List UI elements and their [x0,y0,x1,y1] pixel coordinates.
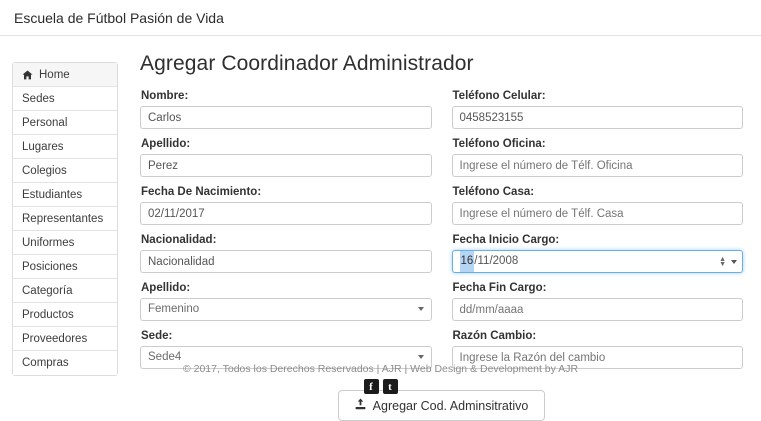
field-telefono-casa [452,186,744,225]
label-sede: Sede: [141,330,173,342]
input-apellido[interactable] [140,154,432,177]
field-telefono-celular [452,90,744,129]
sidebar-item-lugares[interactable] [13,135,117,159]
sidebar-item-categor-a[interactable] [13,279,117,303]
label-fecha-nacimiento: Fecha De Nacimiento: [141,186,262,198]
spinner-icon[interactable] [719,257,726,267]
label-apellido: Apellido: [141,138,191,150]
sidebar-item-productos[interactable] [13,303,117,327]
label-razon-cambio: Razón Cambio: [452,330,537,342]
home-icon [22,70,33,80]
form-column-right [452,90,744,378]
field-nacionalidad [140,234,432,273]
sidebar-item-estudiantes[interactable] [13,183,117,207]
field-fecha-inicio-cargo [452,234,744,273]
field-fecha-fin-cargo [452,282,744,321]
sidebar-nav [12,62,118,376]
field-fecha-nacimiento [140,186,432,225]
select-genero[interactable]: Femenino [140,298,432,321]
label-nacionalidad: Nacionalidad: [141,234,217,246]
social-links [0,379,761,394]
input-telefono-celular[interactable] [452,106,744,129]
input-nacionalidad[interactable] [140,250,432,273]
field-nombre [140,90,432,129]
date-year-segment[interactable]: 2008 [492,255,519,267]
label-nombre: Nombre: [141,90,189,102]
form-column-left [140,90,432,378]
page-title: Agregar Coordinador Administrador [140,52,474,75]
sidebar-item-label: Personal [22,116,68,129]
label-telefono-oficina: Teléfono Oficina: [452,138,546,150]
sidebar-item-label: Posiciones [22,260,78,273]
sidebar-item-personal[interactable] [13,111,117,135]
input-fecha-inicio-cargo[interactable] [452,250,744,273]
date-sep-2: / [489,255,493,267]
facebook-icon[interactable]: f [364,379,379,394]
sidebar-item-label: Home [39,68,70,81]
input-telefono-oficina[interactable] [452,154,744,177]
sidebar-item-representantes[interactable] [13,207,117,231]
sidebar-item-home[interactable] [13,63,117,87]
sidebar-item-label: Proveedores [22,332,88,345]
sidebar-item-proveedores[interactable] [13,327,117,351]
date-month-segment[interactable]: 11 [477,255,490,267]
label-genero: Apellido: [141,282,191,294]
calendar-chevron-icon[interactable] [731,260,737,264]
sidebar-item-label: Uniformes [22,236,75,249]
sidebar-item-label: Lugares [22,140,64,153]
sidebar-item-posiciones[interactable] [13,255,117,279]
field-telefono-oficina [452,138,744,177]
sidebar-item-label: Compras [22,357,69,369]
sidebar-item-label: Sedes [22,92,55,105]
date-sep-1: / [474,255,478,267]
select-wrap-genero [140,298,432,321]
date-day-segment[interactable]: 16 [460,251,475,272]
sidebar-item-label: Productos [22,308,74,321]
select-sede[interactable]: Sede4 [140,346,432,369]
spinner-up-icon[interactable]: ▲ [719,255,726,263]
submit-button-label: Agregar Cod. Adminsitrativo [372,398,529,413]
label-fecha-fin-cargo: Fecha Fin Cargo: [452,282,547,294]
sidebar-item-sedes[interactable] [13,87,117,111]
label-fecha-inicio-cargo: Fecha Inicio Cargo: [452,234,560,246]
sidebar-item-colegios[interactable] [13,159,117,183]
input-fecha-nacimiento[interactable] [140,202,432,225]
input-telefono-casa[interactable] [452,202,744,225]
form-grid [140,90,743,378]
sidebar-item-label: Colegios [22,164,67,177]
brand-title: Escuela de Fútbol Pasión de Vida [14,10,224,26]
date-controls [719,257,737,267]
sidebar-item-label: Estudiantes [22,188,83,201]
twitter-icon[interactable]: t [383,379,398,394]
site-header [0,0,761,36]
input-nombre[interactable] [140,106,432,129]
sidebar-item-uniformes[interactable] [13,231,117,255]
site-footer [0,363,761,400]
label-telefono-celular: Teléfono Celular: [452,90,546,102]
upload-icon [355,398,366,413]
sidebar-item-label: Representantes [22,212,104,225]
input-fecha-fin-cargo[interactable] [452,298,744,321]
sidebar-item-label: Categoría [22,284,73,297]
spinner-down-icon[interactable]: ▼ [719,260,726,268]
footer-text: © 2017, Todos los Derechos Reservados | AJR | Web Design & Development by AJR [182,363,579,375]
field-apellido [140,138,432,177]
field-genero [140,282,432,321]
label-telefono-casa: Teléfono Casa: [452,186,535,198]
